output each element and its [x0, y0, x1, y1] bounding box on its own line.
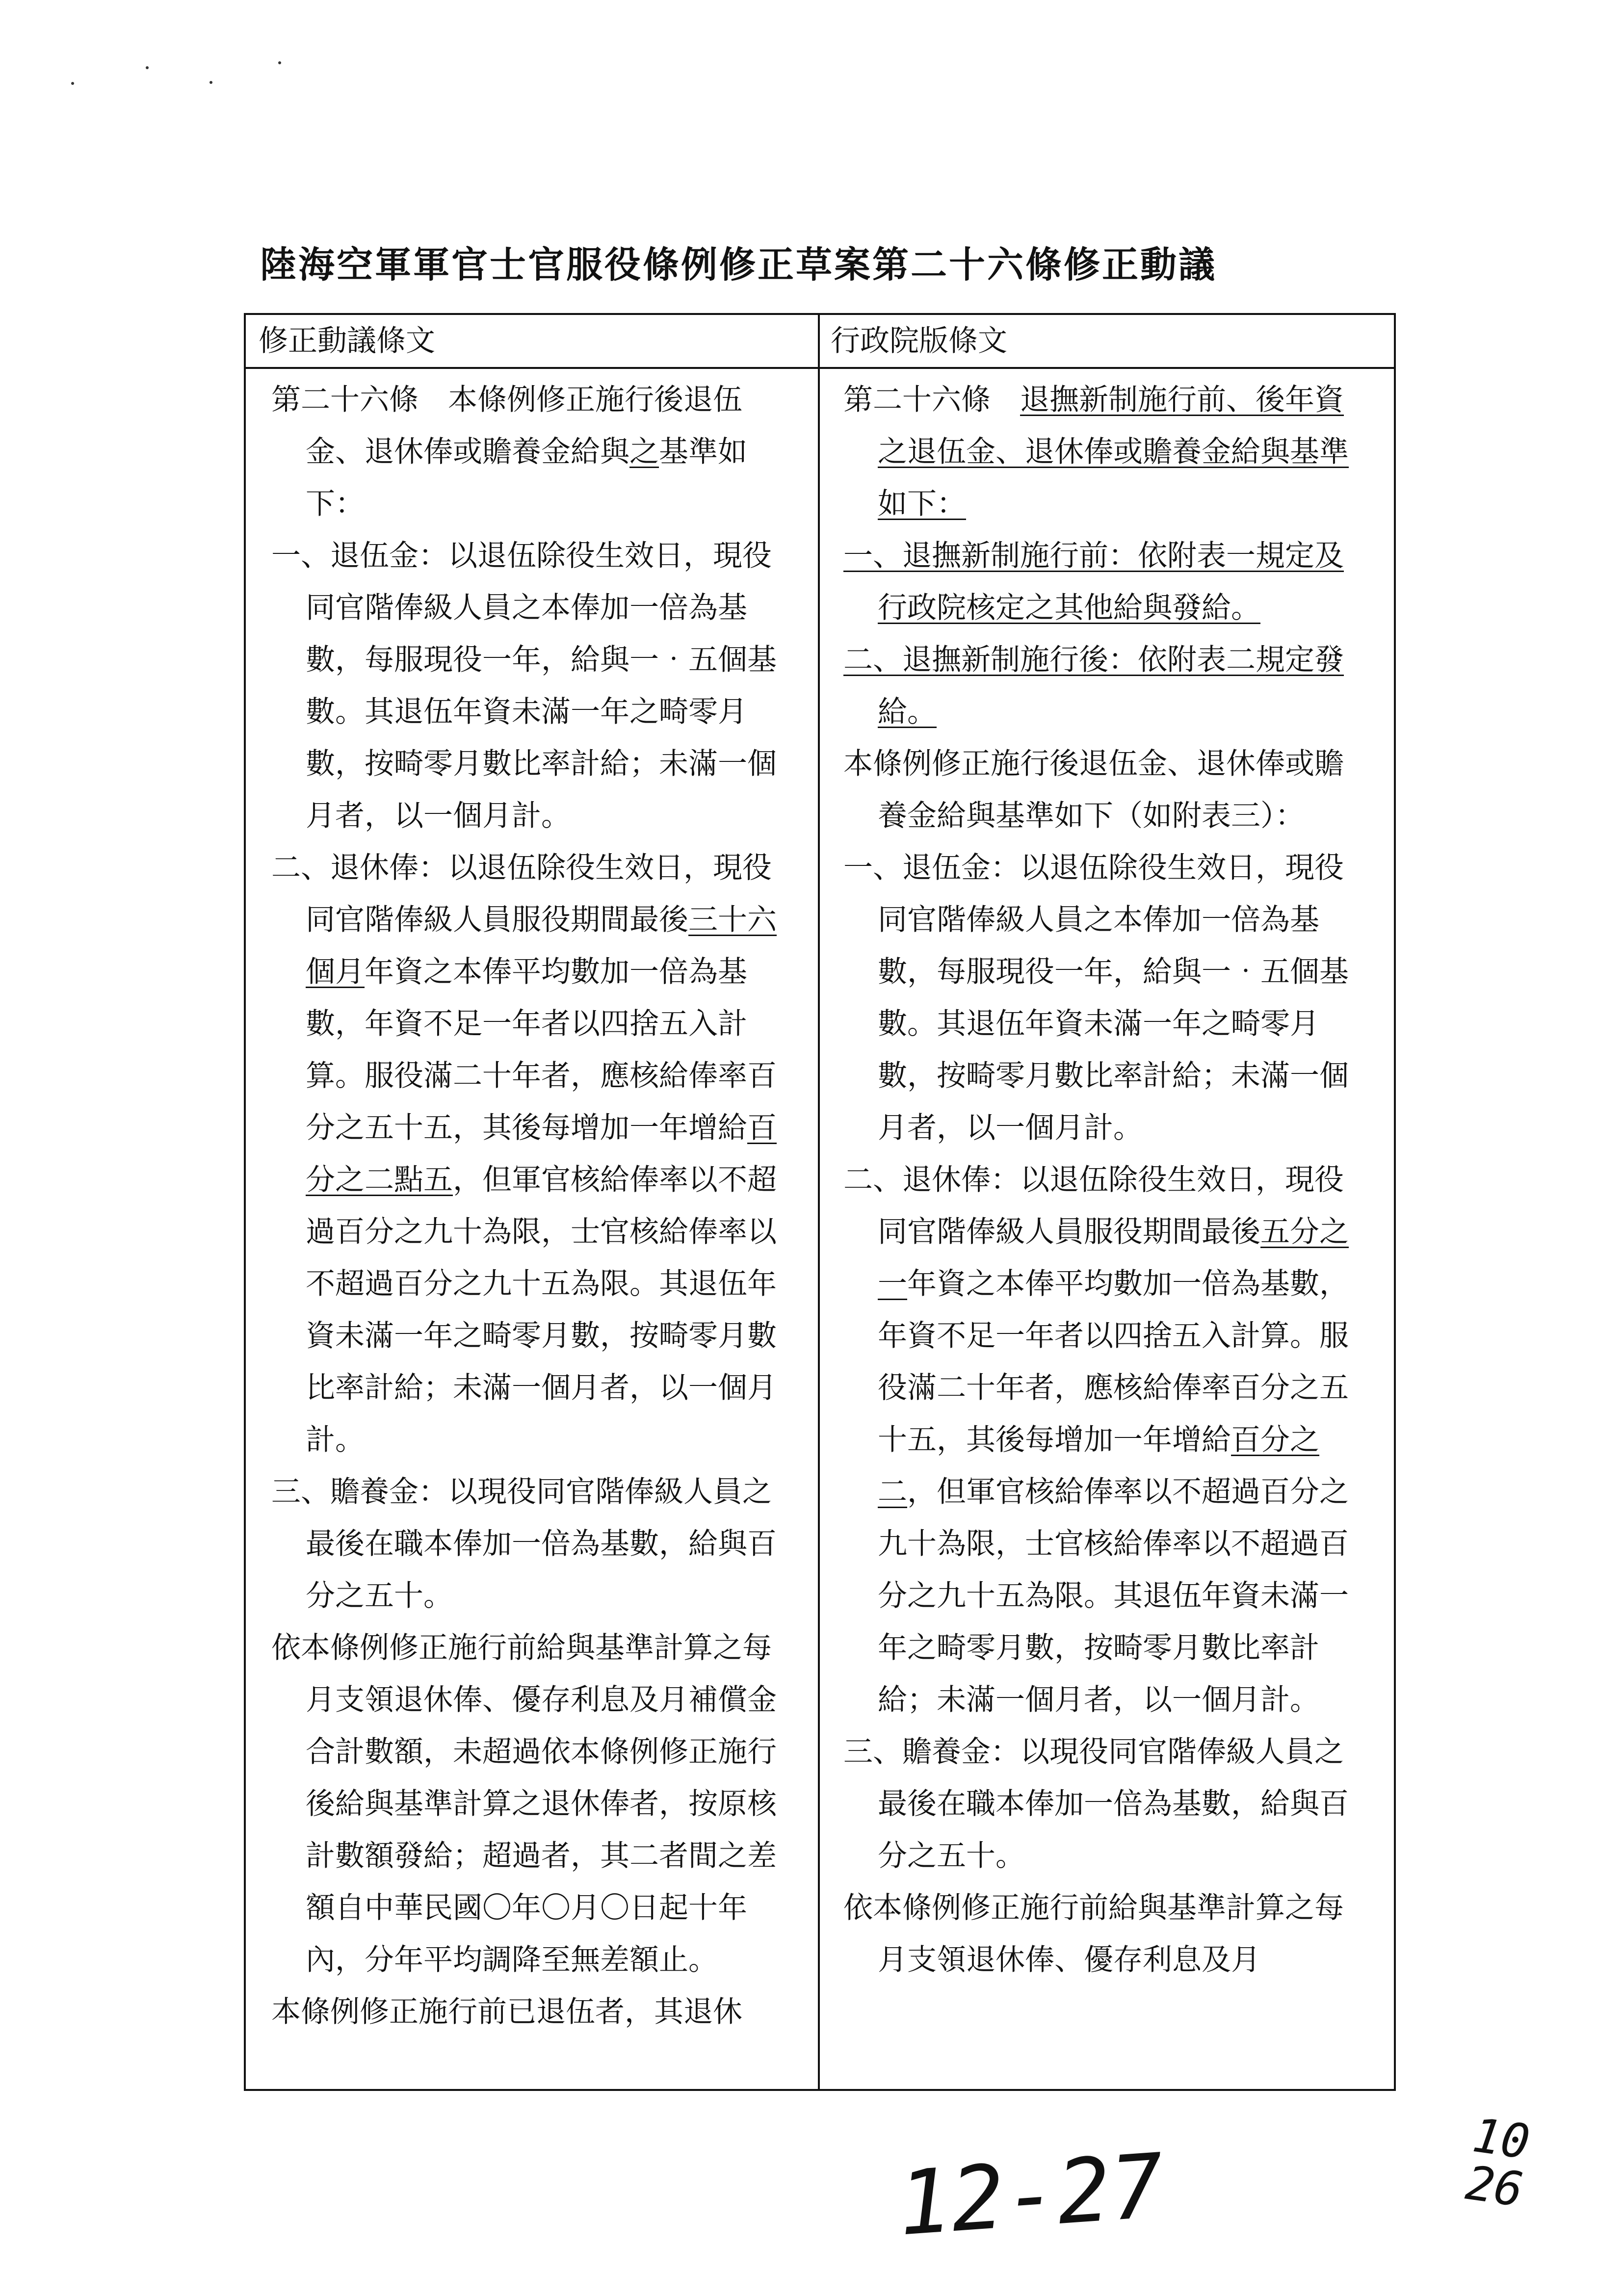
right-column-header: 行政院版條文 [831, 324, 1007, 358]
underlined-text: 退撫新制施行前、後年資之退伍金、退休俸或贍養金給與基準如下： [878, 383, 1349, 521]
clause-text: 一、退伍金：以退伍除役生效日，現役同官階俸級人員之本俸加一倍為基數，每服現役一年，給與一‧五個基數。其退伍年資未滿一年之畸零月數，按畸零月數比率計給；未滿一個月者，以一個月計。 [843, 851, 1349, 1145]
amendment-paragraph [271, 374, 791, 530]
executive-paragraph [843, 530, 1363, 634]
header-divider [246, 367, 1394, 369]
executive-paragraph [843, 738, 1363, 842]
clause-text: 年資之本俸平均數加一倍為基數，年資不足一年者以四捨五入計算。服役滿二十年者，應核給俸率百分之五十五，其後每增加一年增給 [878, 1267, 1349, 1457]
clause-text: 二、退休俸：以退伍除役生效日，現役同官階俸級人員服役期間最後 [843, 1163, 1344, 1249]
underlined-text: 三十六個月 [306, 903, 777, 989]
clause-text: 一、退伍金：以退伍除役生效日，現役同官階俸級人員之本俸加一倍為基數，每服現役一年，給與一‧五個基數。其退伍年資未滿一年之畸零月數，按畸零月數比率計給；未滿一個月者，以一個月計。 [271, 539, 777, 833]
clause-text: ，但軍官核給俸率以不超過百分之九十為限，士官核給俸率以不超過百分之九十五為限。其退伍年資未滿一年之畸零月數，按畸零月數比率計給；未滿一個月者，以一個月計。 [306, 1163, 777, 1457]
handwritten-page-number [1462, 2107, 1533, 2218]
column-divider [818, 315, 820, 2089]
clause-text: 三、贍養金：以現役同官階俸級人員之最後在職本俸加一倍為基數，給與百分之五十。 [271, 1475, 777, 1613]
clause-text: 基準如下： [306, 435, 747, 521]
executive-paragraph [843, 842, 1363, 1154]
clause-text: 本條例修正施行前已退伍者，其退休 [271, 1995, 742, 2029]
handwritten-page-top: 10 [1469, 2107, 1533, 2170]
executive-paragraph [843, 374, 1363, 530]
clause-text: ，但軍官核給俸率以不超過百分之九十為限，士官核給俸率以不超過百分之九十五為限。其退伍年資未滿一年之畸零月數，按畸零月數比率計給；未滿一個月者，以一個月計。 [878, 1475, 1349, 1717]
clause-text: 第二十六條 [843, 383, 1020, 417]
amendment-paragraph [271, 842, 791, 1466]
amendment-paragraph [271, 1466, 791, 1622]
executive-yuan-text-column [843, 374, 1363, 1986]
clause-text: 二、退休俸：以退伍除役生效日，現役同官階俸級人員服役期間最後 [271, 851, 772, 937]
amendment-paragraph [271, 1622, 791, 1986]
handwritten-date: 12-27 [894, 2135, 1167, 2256]
underlined-text: 二、退撫新制施行後：依附表二規定發給。 [843, 643, 1344, 729]
left-column-header: 修正動議條文 [259, 324, 435, 358]
scan-specks [69, 54, 304, 93]
underlined-text: 五分之一 [878, 1215, 1349, 1301]
amendment-text-column [271, 374, 791, 2038]
underlined-text: 百分之二點五 [306, 1111, 777, 1197]
executive-paragraph [843, 1154, 1363, 1726]
comparison-table [244, 313, 1396, 2091]
executive-paragraph [843, 1882, 1363, 1986]
executive-paragraph [843, 634, 1363, 738]
clause-text: 依本條例修正施行前給與基準計算之每月支領退休俸、優存利息及月 [843, 1891, 1344, 1977]
underlined-text: 之 [629, 435, 659, 469]
clause-text: 本條例修正施行後退伍金、退休俸或贍養金給與基準如下（如附表三）： [843, 747, 1344, 833]
amendment-paragraph [271, 1986, 791, 2038]
handwritten-page-bottom: 26 [1462, 2155, 1527, 2218]
clause-text: 三、贍養金：以現役同官階俸級人員之最後在職本俸加一倍為基數，給與百分之五十。 [843, 1735, 1349, 1873]
clause-text: 依本條例修正施行前給與基準計算之每月支領退休俸、優存利息及月補償金合計數額，未超過依本條例修正施行後給與基準計算之退休俸者，按原核計數額發給；超過者，其二者間之差額自中華民國〇年〇月〇日起十年內，分年平均調降至無差額止。 [271, 1631, 777, 1977]
executive-paragraph [843, 1726, 1363, 1882]
document-title: 陸海空軍軍官士官服役條例修正草案第二十六條修正動議 [260, 244, 1217, 286]
underlined-text: 一、退撫新制施行前：依附表一規定及行政院核定之其他給與發給。 [843, 539, 1344, 625]
clause-text: 年資之本俸平均數加一倍為基數，年資不足一年者以四捨五入計算。服役滿二十年者，應核給俸率百分之五十五，其後每增加一年增給 [306, 955, 777, 1145]
clause-text: 第二十六條 本條例修正施行後退伍金、退休俸或贍養金給與 [271, 383, 742, 469]
amendment-paragraph [271, 530, 791, 842]
underlined-text: 百分之二 [878, 1423, 1319, 1509]
